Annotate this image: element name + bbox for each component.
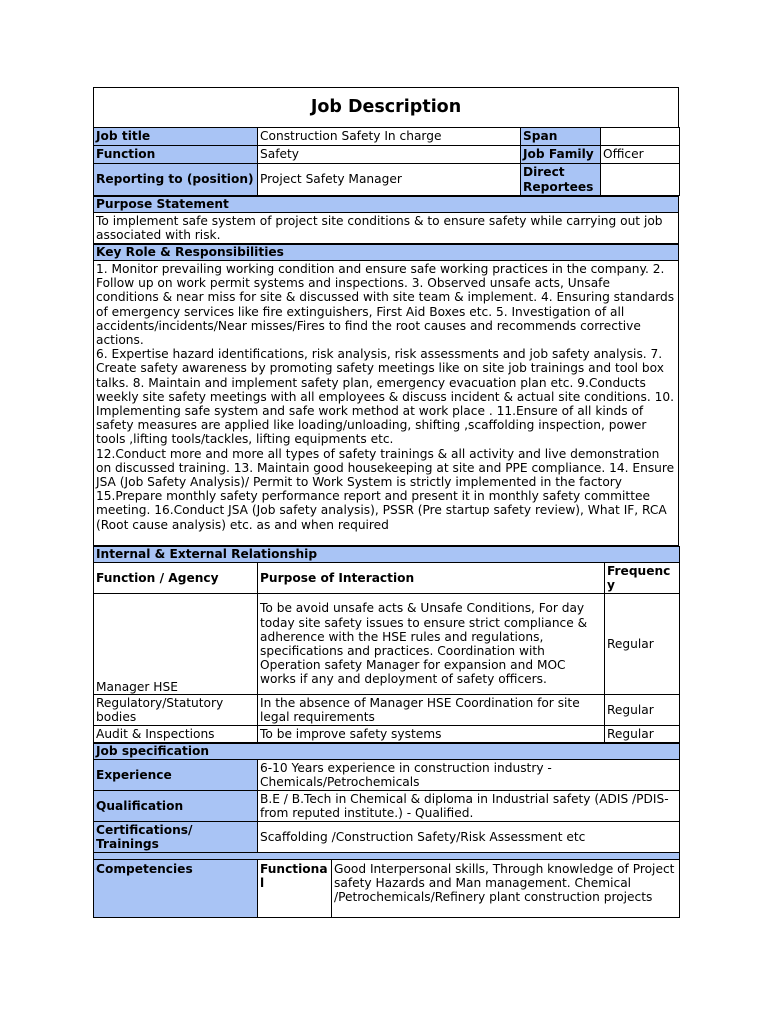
span-label: Span [521, 128, 601, 146]
purpose-text: To implement safe system of project site conditions & to ensure safety while carrying out job associated with risk. [94, 213, 679, 244]
direct-reportees-value [601, 164, 680, 196]
specification-heading: Job specification [94, 744, 680, 760]
reporting-label: Reporting to (position) [94, 164, 258, 196]
job-description-sheet [93, 87, 679, 918]
agency-cell: Regulatory/Statutory bodies [94, 695, 258, 726]
agency-cell: Audit & Inspections [94, 726, 258, 743]
specification-table [93, 743, 680, 918]
frequency-column-header: Frequency [605, 563, 680, 594]
relationship-table [93, 546, 680, 743]
job-family-value: Officer [601, 146, 680, 164]
table-row [94, 594, 680, 695]
certifications-label: Certifications/ Trainings [94, 822, 258, 853]
purpose-cell: In the absence of Manager HSE Coordination for site legal requirements [258, 695, 605, 726]
agency-cell: Manager HSE [94, 594, 258, 695]
functional-label: Functional [258, 860, 332, 918]
function-value: Safety [258, 146, 521, 164]
job-title-value: Construction Safety In charge [258, 128, 521, 146]
reporting-value: Project Safety Manager [258, 164, 521, 196]
responsibilities-body [94, 261, 679, 546]
table-row [94, 726, 680, 743]
span-value [601, 128, 680, 146]
direct-reportees-label: Direct Reportees [521, 164, 601, 196]
responsibilities-heading: Key Role & Responsibilities [94, 245, 679, 261]
experience-label: Experience [94, 760, 258, 791]
job-header-table [93, 127, 680, 196]
responsibilities-paragraph: 1. Monitor prevailing working condition and ensure safe working practices in the company. 2. Follow up on work permit systems and inspections. 3. Observed unsafe acts, Unsafe conditions & near miss for site & discussed with site team & implement. 4. Ensuring standards of emergency services like fire extinguishers, First Aid Boxes etc. 5. Investigation of all accidents/incidents/Near misses/Fires to find the root causes and recommends corrective actions. [96, 262, 675, 348]
experience-value: 6-10 Years experience in construction industry - Chemicals/Petrochemicals [258, 760, 680, 791]
frequency-cell: Regular [605, 726, 680, 743]
purpose-column-header: Purpose of Interaction [258, 563, 605, 594]
qualification-value: B.E / B.Tech in Chemical & diploma in Industrial safety (ADIS /PDIS- from reputed institute.) - Qualified. [258, 791, 680, 822]
responsibilities-paragraph: 6. Expertise hazard identifications, risk analysis, risk assessments and job safety analysis. 7. Create safety awareness by promoting safety meetings like on site job trainings and tool box talks. 8. Maintain and implement safety plan, emergency evacuation plan etc. 9.Conducts weekly site safety meetings with all employees & discuss incident & actual site conditions. 10. Implementing safe system and safe work method at work place . 11.Ensure of all kinds of safety measures are applied like loading/unloading, shifting ,scaffolding inspection, power tools ,lifting tools/tackles, lifting equipments etc. [96, 347, 674, 447]
purpose-table [93, 196, 679, 244]
agency-column-header: Function / Agency [94, 563, 258, 594]
relationship-heading: Internal & External Relationship [94, 547, 680, 563]
spacer-row [94, 853, 680, 860]
purpose-heading: Purpose Statement [94, 197, 679, 213]
document-title: Job Description [93, 87, 679, 127]
qualification-label: Qualification [94, 791, 258, 822]
table-row [94, 695, 680, 726]
competencies-label: Competencies [94, 860, 258, 918]
job-family-label: Job Family [521, 146, 601, 164]
certifications-value: Scaffolding /Construction Safety/Risk Assessment etc [258, 822, 680, 853]
job-title-label: Job title [94, 128, 258, 146]
function-label: Function [94, 146, 258, 164]
responsibilities-paragraph: 12.Conduct more and more all types of safety trainings & all activity and live demonstration on discussed training. 13. Maintain good housekeeping at site and PPE compliance. 14. Ensure JSA (Job Safety Analysis)/ Permit to Work System is strictly implemented in the factory 15.Prepare monthly safety performance report and present it in monthly safety committee meeting. 16.Conduct JSA (Job safety analysis), PSSR (Pre startup safety review), What IF, RCA (Root cause analysis) etc. as and when required [96, 446, 675, 532]
functional-value: Good Interpersonal skills, Through knowledge of Project safety Hazards and Man management. Chemical /Petrochemicals/Refinery plant construction projects [332, 860, 680, 918]
purpose-cell: To be avoid unsafe acts & Unsafe Conditions, For day today site safety issues to ensure strict compliance & adherence with the HSE rules and regulations, specifications and practices. Coordination with Operation safety Manager for expansion and MOC works if any and deployment of safety officers. [258, 594, 605, 695]
purpose-cell: To be improve safety systems [258, 726, 605, 743]
frequency-cell: Regular [605, 695, 680, 726]
responsibilities-table [93, 244, 679, 546]
frequency-cell: Regular [605, 594, 680, 695]
